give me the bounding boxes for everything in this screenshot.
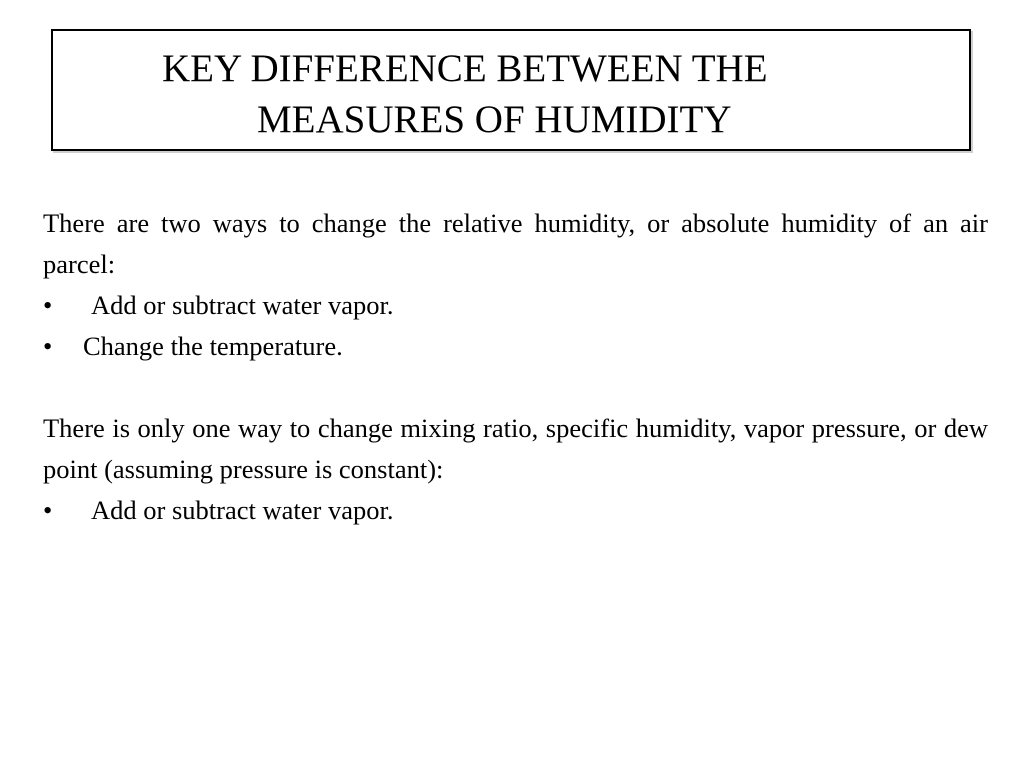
slide-title-box <box>51 29 971 151</box>
spacer <box>43 367 988 408</box>
slide-body <box>43 203 988 531</box>
slide-title-line-1: KEY DIFFERENCE BETWEEN THE <box>162 47 768 90</box>
list-item <box>43 285 988 326</box>
paragraph-relative-humidity: There are two ways to change the relative humidity, or absolute humidity of an air parcel: <box>43 208 988 279</box>
bullet-text: Add or subtract water vapor. <box>91 290 394 320</box>
bullet-icon: • <box>43 495 53 525</box>
bullet-icon: • <box>43 290 53 320</box>
slide-title-line-2: MEASURES OF HUMIDITY <box>257 98 732 141</box>
bullet-text: Add or subtract water vapor. <box>91 495 394 525</box>
list-item <box>43 490 988 531</box>
bullet-text: Change the temperature. <box>83 331 343 361</box>
paragraph-mixing-ratio: There is only one way to change mixing ratio, specific humidity, vapor pressure, or dew point (assuming pressure is constant): <box>43 413 988 484</box>
list-item <box>43 326 988 367</box>
bullet-icon: • <box>43 331 53 361</box>
